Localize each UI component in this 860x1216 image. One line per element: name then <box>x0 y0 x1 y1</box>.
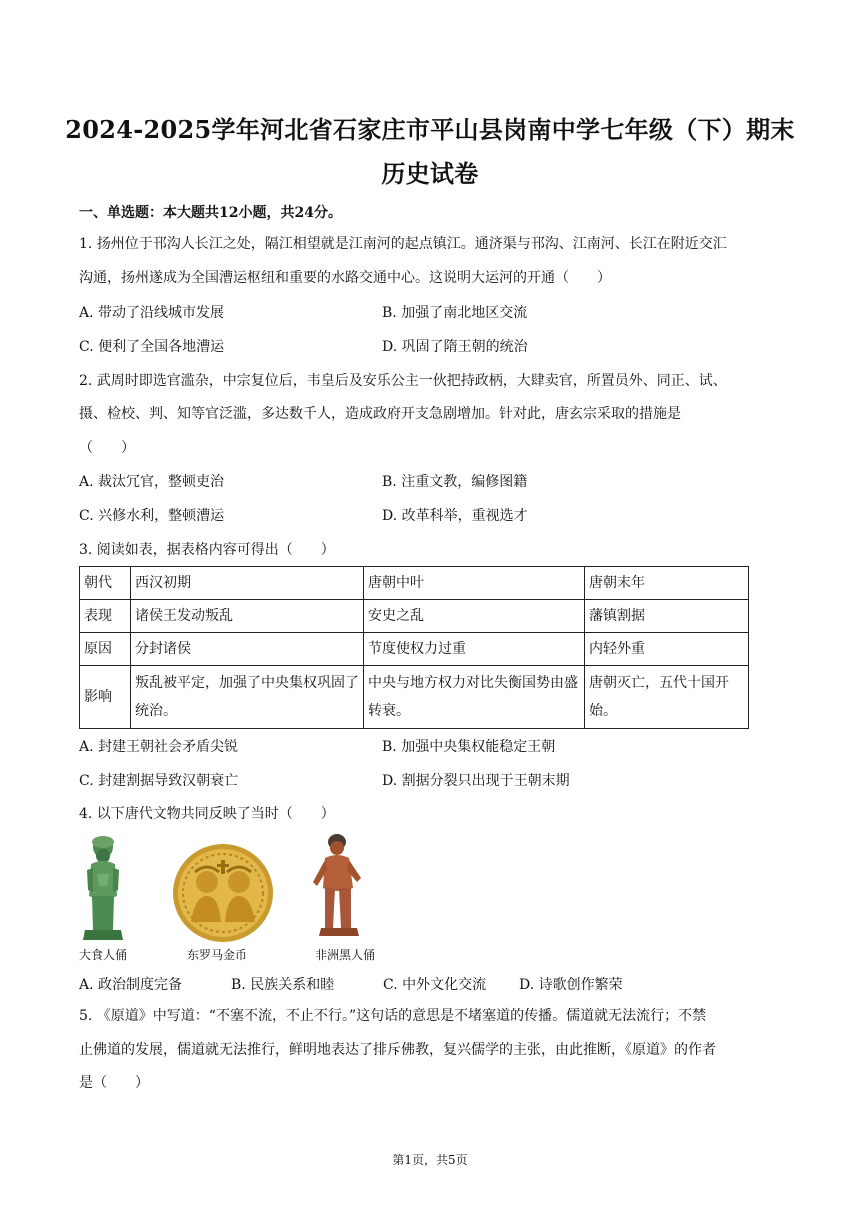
q4-option-a: A. 政治制度完备 <box>79 977 183 993</box>
q2-option-a: A. 裁汰冗官，整顿吏治 <box>79 474 225 490</box>
table-cell: 安史之乱 <box>364 600 585 633</box>
q2-stem-line2: 摄、检校、判、知等官泛滥，多达数千人，造成政府开支急剧增加。针对此，唐玄宗采取的措施是 <box>79 406 681 422</box>
byzantine-coin-image <box>171 842 275 944</box>
q1-stem-line1: 1. 扬州位于邗沟人长江之处，隔江相望就是江南河的起点镇江。通济渠与邗沟、江南河、长江在附近交汇 <box>79 236 727 252</box>
section-heading: 一、单选题：本大题共12小题，共24分。 <box>79 205 342 221</box>
table-cell: 叛乱被平定，加强了中央集权巩固了统治。 <box>131 666 364 729</box>
african-figurine-image <box>307 832 371 946</box>
q2-option-c: C. 兴修水利，整顿漕运 <box>79 508 225 524</box>
q3-option-a: A. 封建王朝社会矛盾尖锐 <box>79 739 239 755</box>
table-cell: 诸侯王发动叛乱 <box>131 600 364 633</box>
table-row <box>80 600 749 633</box>
q2-stem-line3: （ ） <box>79 440 135 456</box>
q1-option-d: D. 巩固了隋王朝的统治 <box>382 339 528 355</box>
q4-artifact-images <box>79 830 399 960</box>
caption-arab-figurine: 大食人俑 <box>79 948 128 962</box>
q3-table <box>79 566 749 729</box>
table-cell: 唐朝灭亡，五代十国开始。 <box>585 666 749 729</box>
q2-option-b: B. 注重文教，编修图籍 <box>382 474 528 490</box>
q4-option-c: C. 中外文化交流 <box>383 977 487 993</box>
table-cell: 分封诸侯 <box>131 633 364 666</box>
table-row <box>80 666 749 729</box>
table-row <box>80 633 749 666</box>
q3-stem: 3. 阅读如表，据表格内容可得出（ ） <box>79 542 335 558</box>
table-cell: 节度使权力过重 <box>364 633 585 666</box>
exam-title-line2: 历史试卷 <box>381 159 479 188</box>
q3-option-c: C. 封建割据导致汉朝衰亡 <box>79 773 239 789</box>
table-cell: 唐朝中叶 <box>364 567 585 600</box>
q5-stem-line1: 5. 《原道》中写道：“不塞不流，不止不行。”这句话的意思是不堵塞道的传播。儒道就无法流行；不禁 <box>79 1008 707 1024</box>
q4-option-d: D. 诗歌创作繁荣 <box>519 977 623 993</box>
table-cell: 原因 <box>80 633 131 666</box>
table-cell: 朝代 <box>80 567 131 600</box>
q4-stem: 4. 以下唐代文物共同反映了当时（ ） <box>79 806 335 822</box>
q5-stem-line2: 止佛道的发展，儒道就无法推行，鲜明地表达了排斥佛教，复兴儒学的主张，由此推断，《原道》的作者 <box>79 1042 716 1058</box>
table-cell: 表现 <box>80 600 131 633</box>
q3-option-b: B. 加强中央集权能稳定王朝 <box>382 739 556 755</box>
caption-african-figurine: 非洲黑人俑 <box>315 948 376 962</box>
q1-option-a: A. 带动了沿线城市发展 <box>79 305 225 321</box>
q1-option-b: B. 加强了南北地区交流 <box>382 305 528 321</box>
table-cell: 藩镇割据 <box>585 600 749 633</box>
q1-option-c: C. 便利了全国各地漕运 <box>79 339 225 355</box>
table-cell: 影响 <box>80 666 131 729</box>
q2-option-d: D. 改革科举，重视选才 <box>382 508 528 524</box>
page-footer: 第1页，共5页 <box>392 1153 468 1167</box>
arab-figurine-image <box>79 834 127 946</box>
table-cell: 内轻外重 <box>585 633 749 666</box>
q2-stem-line1: 2. 武周时即选官滥杂，中宗复位后，韦皇后及安乐公主一伙把持政柄，大肆卖官，所置员外、同正、试、 <box>79 373 727 389</box>
table-cell: 西汉初期 <box>131 567 364 600</box>
table-cell: 中央与地方权力对比失衡国势由盛转衰。 <box>364 666 585 729</box>
caption-byzantine-coin: 东罗马金币 <box>187 948 248 962</box>
q5-stem-line3: 是（ ） <box>79 1075 149 1091</box>
q4-option-b: B. 民族关系和睦 <box>231 977 335 993</box>
q1-stem-line2: 沟通，扬州遂成为全国漕运枢纽和重要的水路交通中心。这说明大运河的开通（ ） <box>79 270 611 286</box>
table-row <box>80 567 749 600</box>
table-cell: 唐朝末年 <box>585 567 749 600</box>
exam-title-line1: 2024-2025学年河北省石家庄市平山县岗南中学七年级（下）期末 <box>65 115 795 144</box>
q3-option-d: D. 割据分裂只出现于王朝末期 <box>382 773 570 789</box>
